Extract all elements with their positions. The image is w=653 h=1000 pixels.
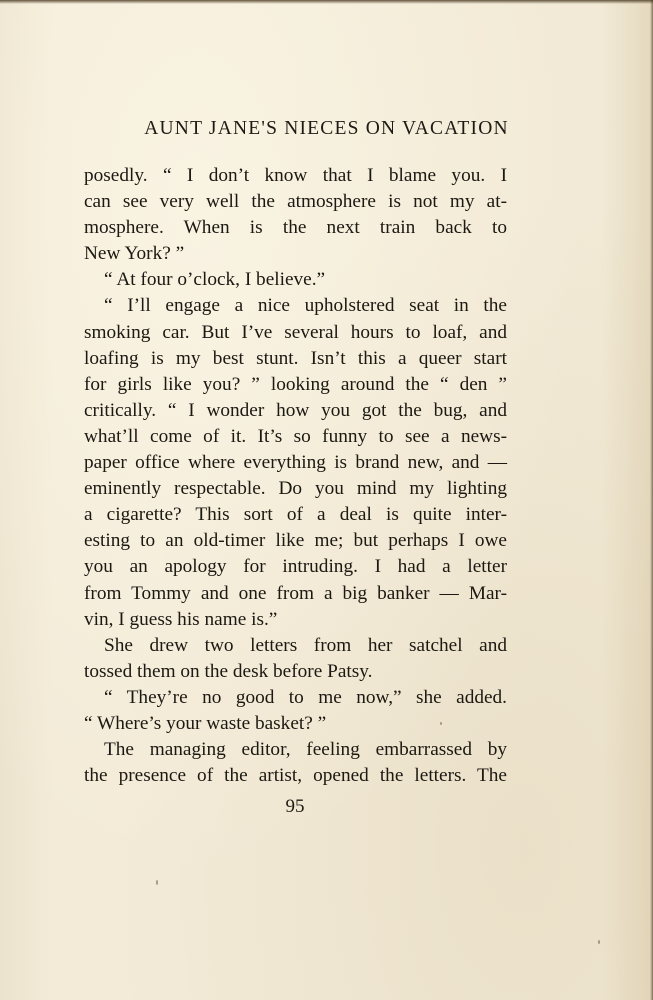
paper-speck [598, 940, 600, 944]
text-line: can see very well the atmosphere is not my at- [84, 191, 507, 213]
text-line: paper office where everything is brand new, and — [84, 452, 507, 474]
paper-speck [440, 722, 442, 725]
text-line: posedly. “ I don’t know that I blame you. I [84, 165, 507, 186]
text-line: mosphere. When is the next train back to [84, 217, 507, 239]
text-line: you an apology for intruding. I had a letter [84, 556, 507, 578]
text-line: a cigarette? This sort of a deal is quite inter- [84, 504, 507, 526]
text-line: for girls like you? ” looking around the “ den ” [84, 373, 507, 395]
text-line: “ They’re no good to me now,” she added. [104, 686, 507, 708]
page-number: 95 [285, 796, 305, 817]
text-line: “ I’ll engage a nice upholstered seat in the [104, 295, 507, 317]
paper-speck [156, 880, 158, 885]
text-line: New York? ” [84, 243, 185, 265]
text-line: “ At four o’clock, I believe.” [104, 269, 326, 291]
text-line: The managing editor, feeling embarrassed by [104, 739, 507, 761]
page-top-edge-shadow [0, 0, 653, 4]
text-line: tossed them on the desk before Patsy. [84, 660, 373, 682]
text-line: from Tommy and one from a big banker — Mar- [84, 582, 507, 604]
text-line: eminently respectable. Do you mind my lighting [84, 478, 507, 500]
text-line: what’ll come of it. It’s so funny to see a news- [84, 425, 507, 447]
running-head: AUNT JANE'S NIECES ON VACATION [144, 118, 509, 139]
text-line: esting to an old-timer like me; but perhaps I owe [84, 530, 507, 552]
text-line: loafing is my best stunt. Isn’t this a queer start [84, 347, 507, 369]
text-line: She drew two letters from her satchel and [104, 634, 507, 656]
text-line: critically. “ I wonder how you got the bug, and [84, 399, 507, 421]
body-text [84, 163, 507, 789]
text-line: vin, I guess his name is.” [84, 608, 278, 630]
text-line: smoking car. But I’ve several hours to loaf, and [84, 321, 507, 343]
text-line: “ Where’s your waste basket? ” [84, 712, 327, 734]
text-line: the presence of the artist, opened the letters. The [84, 765, 507, 787]
